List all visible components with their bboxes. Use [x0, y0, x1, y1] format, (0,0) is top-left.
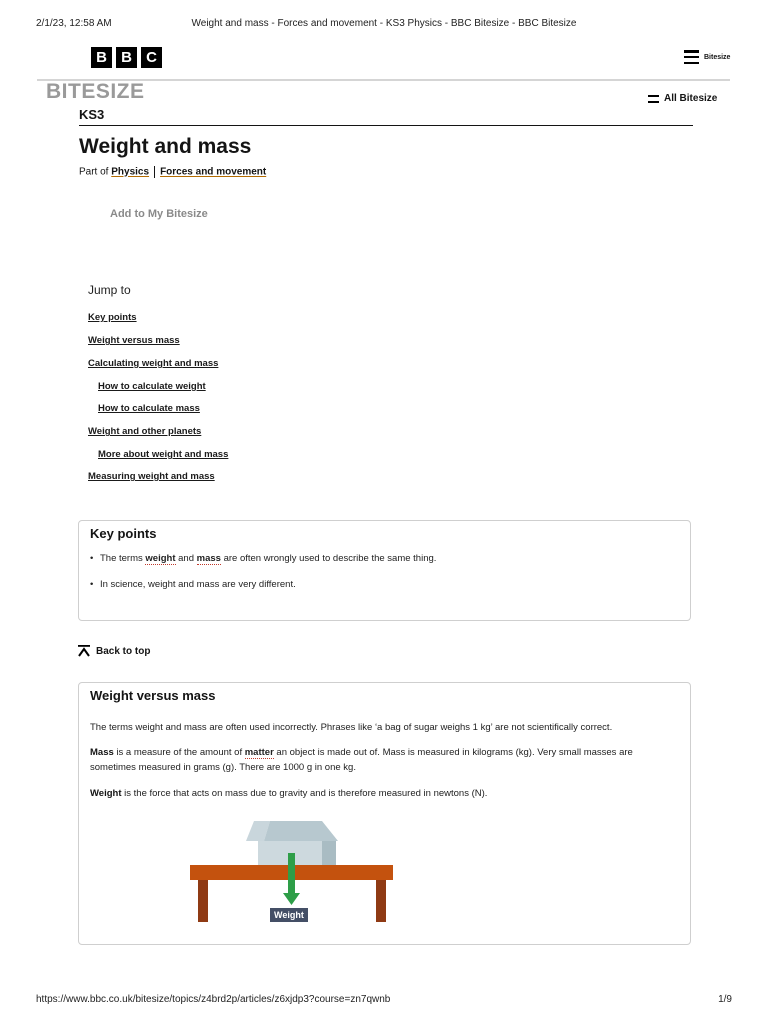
print-title: Weight and mass - Forces and movement - KS3 Physics - BBC Bitesize - BBC Bitesize [191, 18, 577, 29]
keyword-weight[interactable]: weight [145, 553, 176, 564]
bbc-logo[interactable] [91, 47, 162, 68]
text: is the force that acts on mass due to gravity and is therefore measured in newtons (N). [124, 788, 488, 799]
key-points-heading: Key points [90, 526, 157, 541]
add-to-my-bitesize-button[interactable]: Add to My Bitesize [110, 208, 208, 220]
print-footer [36, 994, 732, 1005]
text: are often wrongly used to describe the same thing. [223, 553, 437, 564]
paragraph [90, 786, 680, 801]
jump-link-weight-and-other-planets[interactable]: Weight and other planets [88, 426, 202, 437]
keyword-matter[interactable]: matter [244, 747, 274, 758]
weight-arrow-label: Weight [270, 908, 308, 922]
paragraph: The terms weight and mass are often used incorrectly. Phrases like ‘a bag of sugar weighs 1 kg’ are not scientifically correct. [90, 722, 613, 733]
jump-link-more-about-weight-and-mass[interactable]: More about weight and mass [98, 449, 229, 460]
print-header [36, 18, 732, 29]
key-point-item: • In science, weight and mass are very different. [90, 579, 436, 605]
all-bitesize-label: All Bitesize [664, 93, 718, 104]
main-menu-button[interactable] [684, 50, 730, 64]
print-url: https://www.bbc.co.uk/bitesize/topics/z4brd2p/articles/z6xjdp3?course=zn7qwnb [36, 994, 391, 1005]
box-on-table-diagram [184, 815, 399, 927]
key-points-list [90, 553, 436, 605]
back-to-top-link[interactable] [78, 645, 150, 657]
jump-link-weight-versus-mass[interactable]: Weight versus mass [88, 335, 180, 346]
jump-link-measuring-weight-and-mass[interactable]: Measuring weight and mass [88, 471, 215, 482]
key-point-item [90, 553, 436, 579]
menu-icon [648, 95, 659, 103]
logo-letter-c: C [141, 47, 162, 68]
term-mass: Mass [90, 747, 114, 758]
hamburger-icon [684, 50, 699, 64]
text: and [178, 553, 194, 564]
page-title: Weight and mass [79, 135, 252, 158]
jump-link-key-points[interactable]: Key points [88, 312, 137, 323]
part-of-separator [154, 166, 155, 178]
level-breadcrumb[interactable]: KS3 [79, 107, 105, 122]
logo-letter-b1: B [91, 47, 112, 68]
paragraph [90, 745, 680, 775]
part-of-label: Part of [79, 166, 109, 178]
keyword-mass[interactable]: mass [196, 553, 221, 564]
term-weight: Weight [90, 788, 122, 799]
link-forces-and-movement[interactable]: Forces and movement [160, 166, 267, 178]
menu-label: Bitesize [704, 53, 731, 61]
breadcrumb-divider [79, 125, 693, 126]
text: The terms [100, 553, 143, 564]
link-physics[interactable]: Physics [111, 166, 150, 178]
weight-versus-mass-heading: Weight versus mass [90, 688, 216, 703]
jump-to-heading: Jump to [88, 283, 131, 297]
jump-link-calculating-weight-and-mass[interactable]: Calculating weight and mass [88, 358, 219, 369]
text: is a measure of the amount of [116, 747, 243, 758]
back-to-top-label: Back to top [96, 645, 151, 657]
text: an object is made out of. Mass is measured in kilograms (kg). Very small masses are sometimes measured in grams (g). There are 1000 g in one kg. [90, 747, 633, 773]
jump-link-how-to-calculate-mass[interactable]: How to calculate mass [98, 403, 200, 414]
weight-versus-mass-card [78, 682, 691, 945]
print-page-number: 1/9 [718, 994, 732, 1005]
part-of [79, 166, 266, 178]
bitesize-brand[interactable]: BITESIZE [46, 80, 145, 103]
logo-letter-b2: B [116, 47, 137, 68]
key-points-card [78, 520, 691, 621]
jump-link-how-to-calculate-weight[interactable]: How to calculate weight [98, 381, 206, 392]
all-bitesize-button[interactable] [648, 93, 717, 104]
print-datetime: 2/1/23, 12:58 AM [36, 18, 112, 29]
arrow-up-to-top-icon [78, 645, 90, 657]
